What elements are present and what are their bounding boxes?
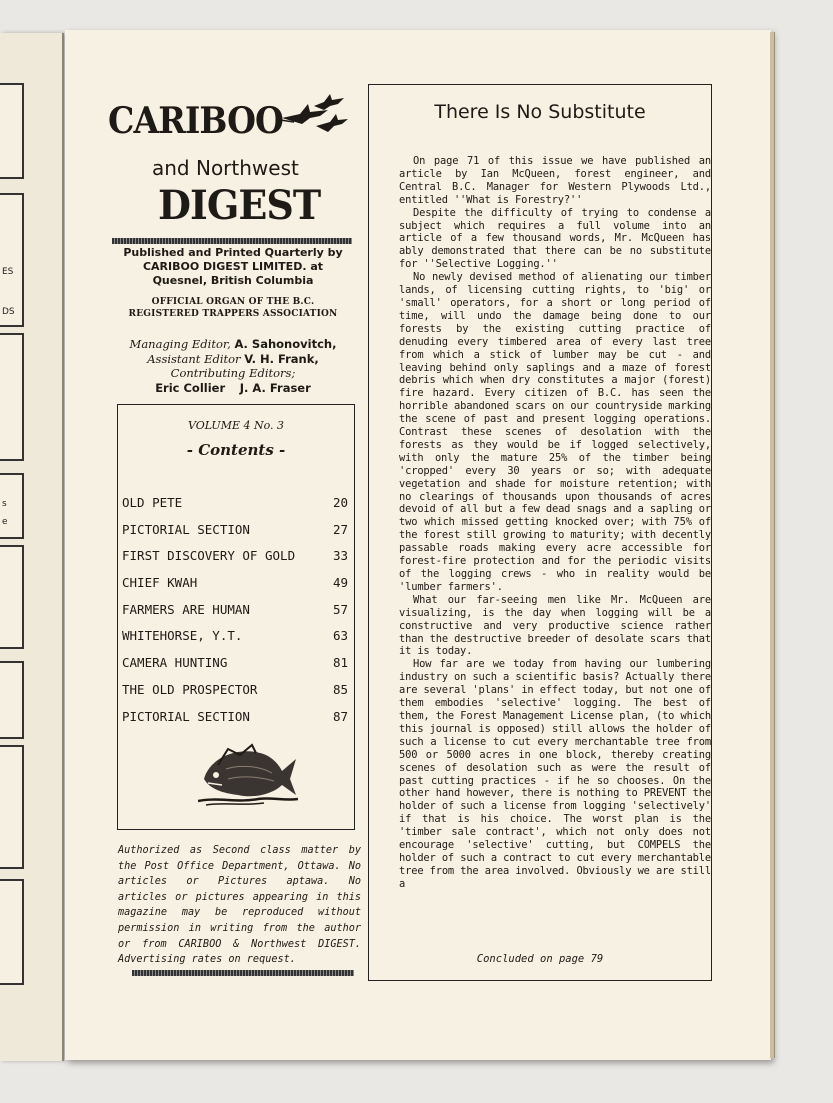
publisher-line: Published and Printed Quarterly by [123, 246, 343, 259]
toc-entry[interactable] [122, 546, 348, 573]
continued-note: Concluded on page 79 [476, 953, 604, 965]
toc-page: 85 [332, 681, 348, 697]
managing-editor-name: A. Sahonovitch, [234, 337, 337, 351]
toc-page: 81 [332, 655, 348, 671]
editorial-title: There Is No Substitute [434, 101, 646, 123]
editorial-paragraph: Despite the difficulty of trying to condense a subject which requires a full volume into an article of a few thousand words, Mr. McQueen has ably demonstrated that there can be no substitute for ''Selective Logging.'' [399, 206, 711, 271]
toc-entry[interactable] [122, 600, 348, 627]
toc-entry[interactable] [122, 653, 348, 680]
toc-page: 20 [332, 495, 348, 510]
contents-box [117, 404, 355, 830]
contributing-editor-name: J. A. Fraser [239, 380, 311, 395]
toc-page: 27 [332, 521, 348, 537]
organ-line: REGISTERED TRAPPERS ASSOCIATION [128, 309, 338, 319]
managing-editor-label: Managing Editor, [129, 337, 231, 351]
table-of-contents [122, 493, 348, 733]
assistant-editor-name: V. H. Frank, [244, 351, 319, 366]
toc-entry[interactable] [122, 680, 348, 707]
organ-line: OFFICIAL ORGAN OF THE B.C. [151, 297, 315, 307]
editorial-paragraph: On page 71 of this issue we have published an article by Ian McQueen, forest engineer, and Central B.C. Manager for Western Plywoods Ltd., entitled ''What is Forestry?'' [399, 155, 711, 206]
toc-title: PICTORIAL SECTION [122, 521, 250, 537]
toc-title: CAMERA HUNTING [122, 655, 228, 671]
masthead-title: CARIBOO [108, 100, 283, 142]
left-page-fragment: ES [2, 267, 14, 277]
left-page-fragment: s [2, 499, 7, 509]
toc-title: FIRST DISCOVERY OF GOLD [122, 548, 296, 564]
left-page-box [0, 473, 24, 539]
toc-entry[interactable] [122, 707, 348, 734]
toc-title: CHIEF KWAH [122, 575, 198, 591]
toc-page: 49 [332, 575, 348, 591]
left-page-fragment: DS [2, 307, 15, 317]
volume-number: VOLUME 4 No. 3 [187, 419, 285, 432]
geese-logo-icon [280, 92, 350, 138]
masthead-subtitle: and Northwest [152, 156, 299, 180]
contributing-editor-name: Eric Collier [155, 380, 226, 395]
editorial-paragraph: No newly devised method of alienating our timber lands, of licensing cutting rights, to 'big' or 'small' operators, for a short or long period of time, will undo the damage being done to our forests by the existing cutting practice of denuding every timbered area of every last tree from which a stick of lumber may be cut - and leaving behind only saplings and a maze of forest debris which when dry constitutes a major (forest) fire hazard. Every citizen of B.C. has seen the horrible abandoned scars on our countryside marking the scene of past and present logging operations. Contrast these scenes of desolation with the forests as they would be if logged selectively, with only the mature 25% of the timber being 'cropped' every 30 years or so; with adequate vegetation and shade for moisture retention; with no clearings of thousands upon thousands of acres devoid of all but a few dead snags and a sapling or two which missed getting knocked over; with 75% of the forest still growing to maturity; with decently passable roads making every acre accessible for forest-fire protection and for the periodic visits of the logging crews - who in reality would be 'lumber farmers'. [399, 271, 711, 593]
contents-heading: - Contents - [186, 441, 286, 459]
divider-rule [112, 238, 352, 244]
toc-entry[interactable] [122, 573, 348, 600]
left-page-box [0, 333, 24, 461]
toc-entry[interactable] [122, 520, 348, 547]
toc-page: 63 [332, 628, 348, 644]
left-page-box [0, 879, 24, 985]
editorial-box [368, 84, 712, 981]
editorial-paragraph: How far are we today from having our lumbering industry on such a scientific basis? Actually there are several 'plans' in effect today, but not one of them embodies 'selective' logging. The best of them, the Forest Management License plan, (to which this journal is opposed) still allows the holder of such a license to cut every merchantable tree from 500 or 5000 acres in one block, thereby creating scenes of desolation such as were the result of past cutting practices - if he so chooses. On the other hand however, there is nothing to PREVENT the holder of such a license from logging 'selectively' if that is his choice. The worst plan is the 'timber sale contract', which not only does not encourage 'selective' cutting, but COMPELS the holder of such a contract to cut every merchantable tree from the area involved. Obviously we are still a [399, 658, 711, 890]
toc-page: 57 [332, 601, 348, 617]
fish-illustration-icon [198, 735, 298, 807]
left-page-box [0, 545, 24, 649]
toc-title: OLD PETE [122, 495, 183, 510]
publisher-line: CARIBOO DIGEST LIMITED. at [142, 260, 324, 273]
toc-page: 87 [332, 708, 348, 724]
left-page-box [0, 661, 24, 739]
left-facing-page [0, 33, 64, 1061]
toc-title: PICTORIAL SECTION [122, 708, 250, 724]
left-page-box [0, 745, 24, 869]
official-organ [108, 296, 358, 320]
publisher-line: Quesnel, British Columbia [152, 274, 314, 287]
toc-page: 33 [332, 548, 348, 564]
toc-title: WHITEHORSE, Y.T. [122, 628, 243, 644]
toc-title: FARMERS ARE HUMAN [122, 601, 250, 617]
editorial-paragraph: What our far-seeing men like Mr. McQueen are visualizing, is the day when logging will be a constructive and very productive science rather than the destructive breeder of desolate scars that it is today. [399, 593, 711, 658]
masthead-digest: DIGEST [158, 182, 321, 229]
left-page-fragment: e [2, 517, 8, 527]
left-page-box [0, 193, 24, 327]
publisher-info [108, 246, 358, 288]
editorial-body [399, 155, 711, 891]
page-edge [770, 32, 775, 1058]
toc-entry[interactable] [122, 626, 348, 653]
authorization-notice: Authorized as Second class matter by the Post Office Department, Ottawa. No articles or Pictures aptawa. No articles or pictures appearing in this magazine may be reproduced without permission in writing from the author or from CARIBOO & Northwest DIGEST. Advertising rates on request. [118, 845, 361, 966]
left-page-box [0, 83, 24, 179]
contributing-editors-label: Contributing Editors; [170, 366, 296, 380]
toc-entry[interactable] [122, 493, 348, 520]
toc-title: THE OLD PROSPECTOR [122, 681, 258, 697]
assistant-editor-label: Assistant Editor [147, 351, 241, 366]
editors-block [108, 337, 358, 395]
divider-rule [132, 970, 354, 976]
